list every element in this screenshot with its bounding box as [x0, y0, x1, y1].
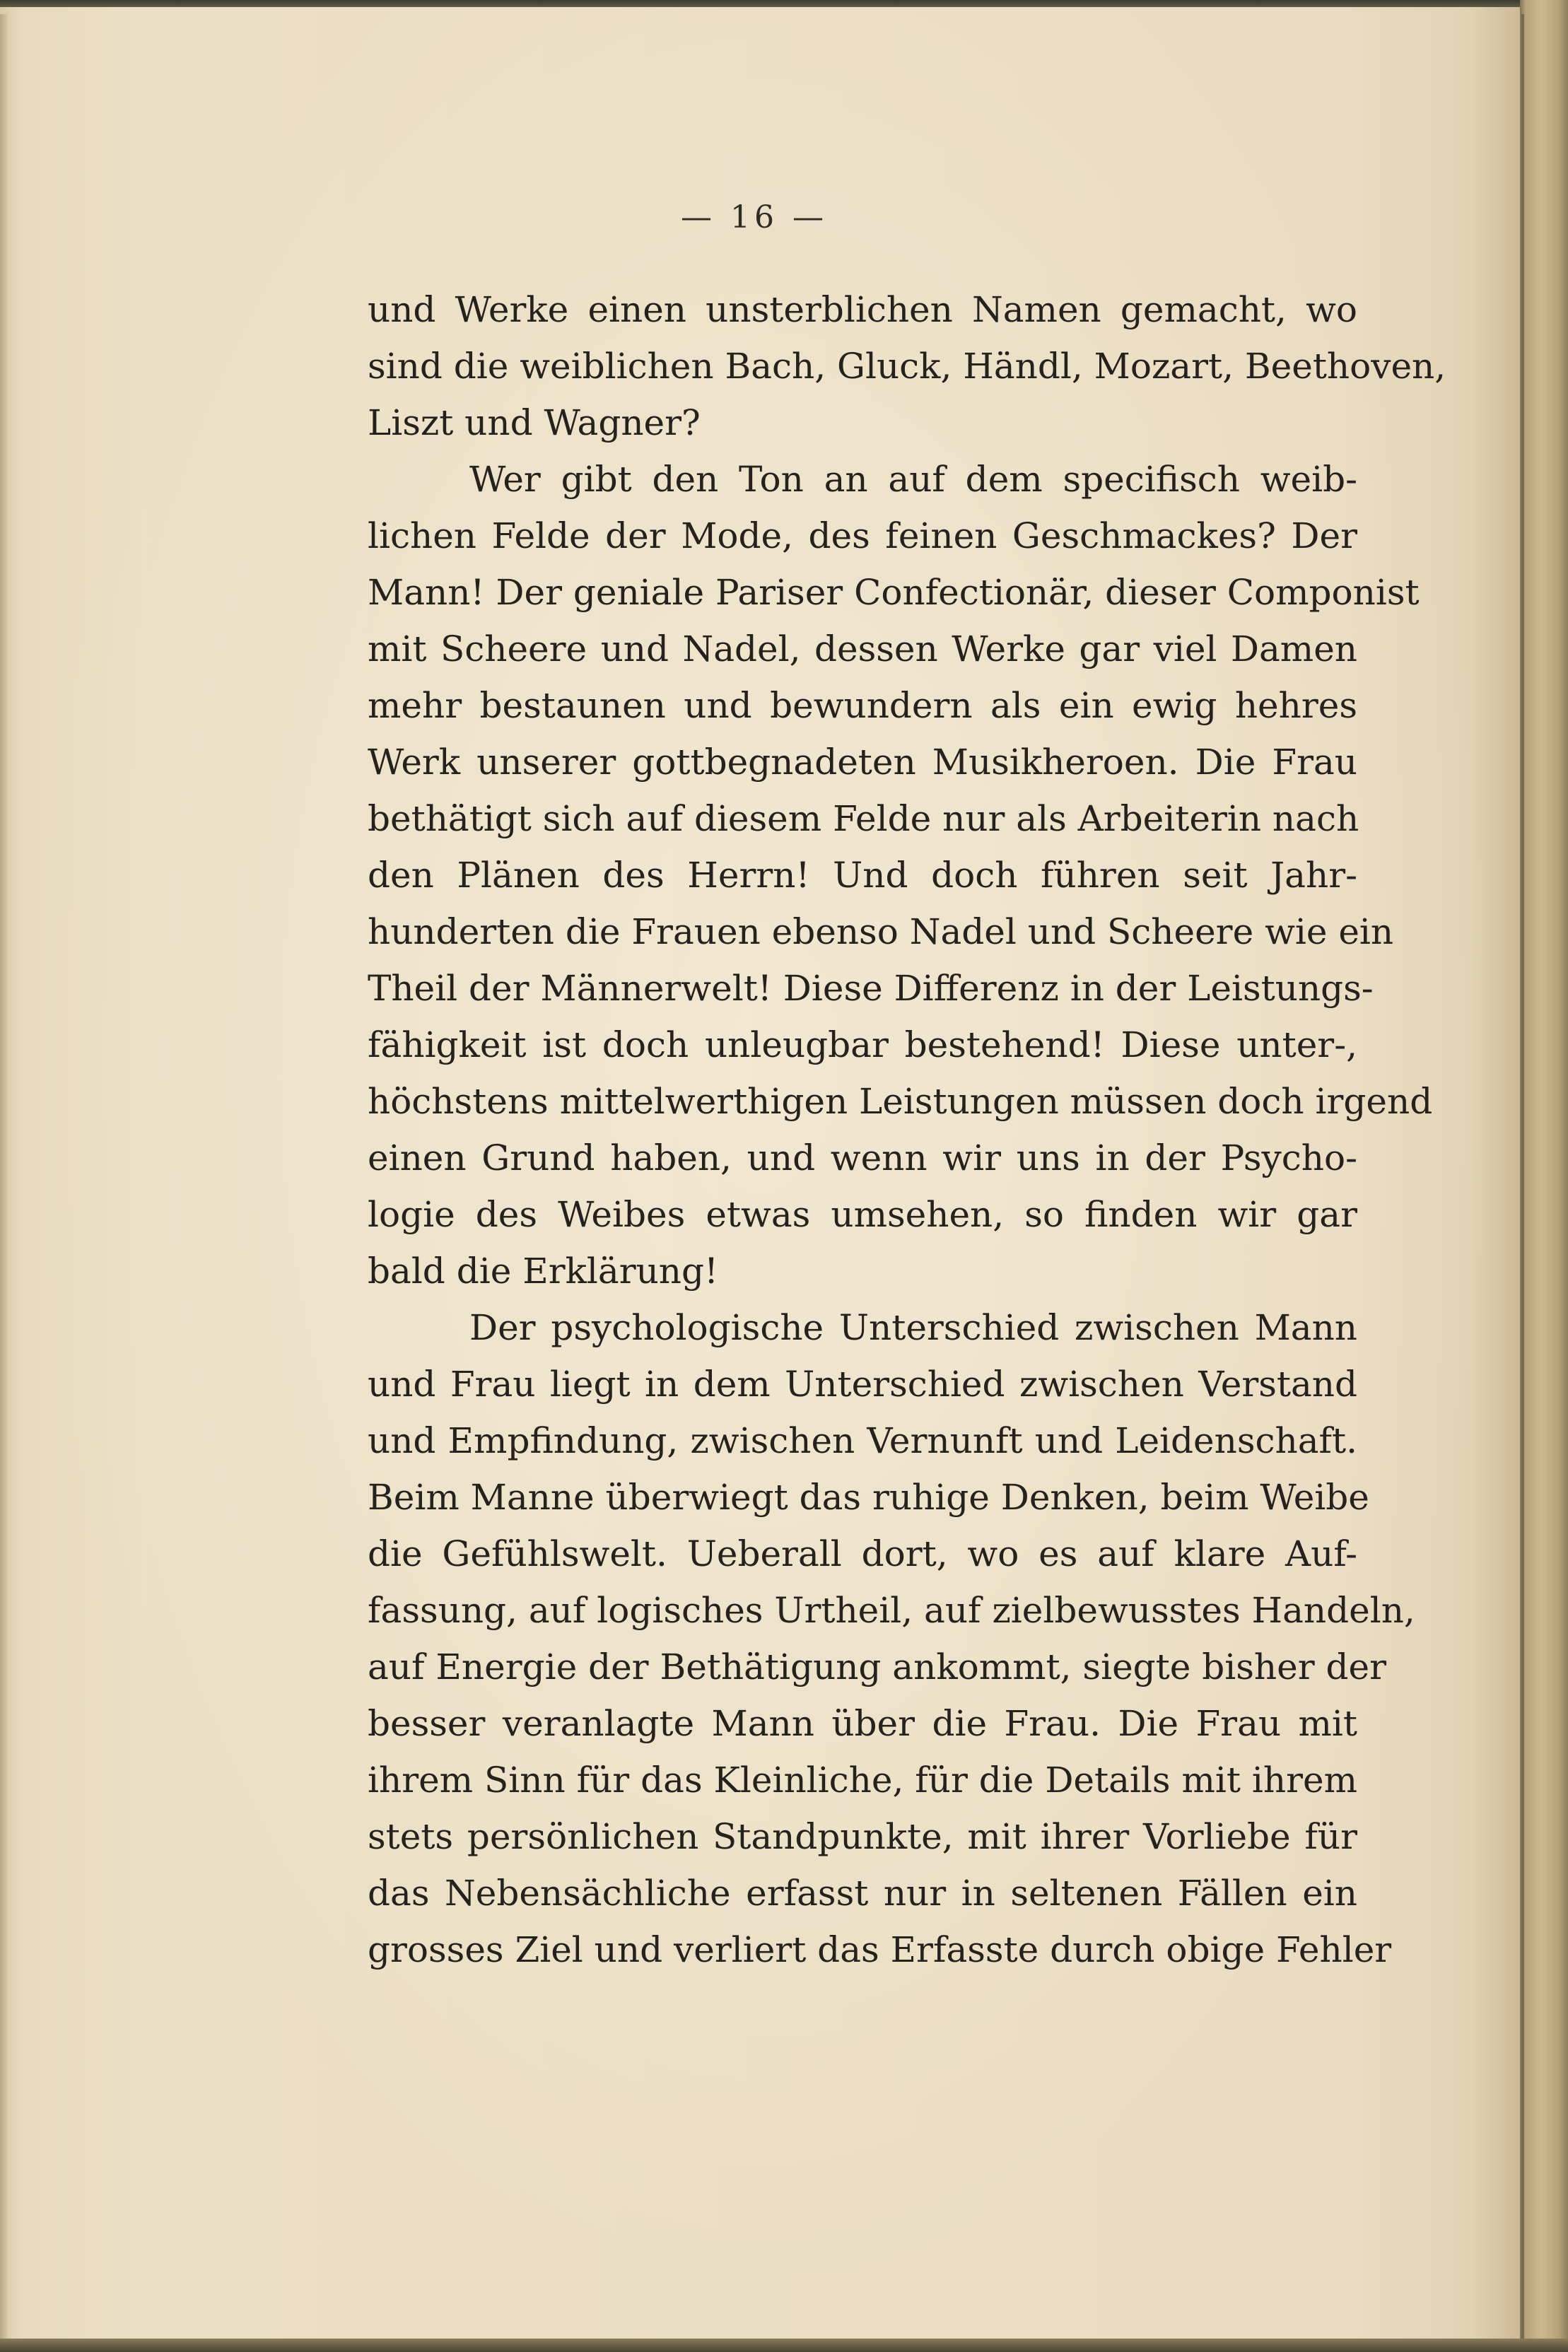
body-text	[368, 281, 1446, 1978]
text-line: Mann! Der geniale Pariser Confectionär, dieser Componist	[368, 572, 1420, 613]
text-line: logie des Weibes etwas umsehen, so finden wir gar	[368, 1194, 1357, 1235]
text-line: Theil der Männerwelt! Diese Differenz in der Leistungs-	[368, 968, 1374, 1009]
book-gutter	[1520, 0, 1568, 2352]
text-line: besser veranlagte Mann über die Frau. Die Frau mit	[368, 1703, 1357, 1744]
text-line: mehr bestaunen und bewundern als ein ewig hehres	[368, 685, 1357, 726]
page-number: — 16 —	[681, 199, 828, 235]
gutter-shadow-line	[1521, 14, 1524, 2347]
text-line: grosses Ziel und verliert das Erfasste durch obige Fehler	[368, 1929, 1392, 1970]
text-line: Beim Manne überwiegt das ruhige Denken, beim Weibe	[368, 1477, 1369, 1518]
text-line: bald die Erklärung!	[368, 1251, 719, 1292]
text-line: auf Energie der Bethätigung ankommt, siegte bisher der	[368, 1646, 1386, 1687]
text-line: und Empfindung, zwischen Vernunft und Leidenschaft.	[368, 1420, 1357, 1461]
text-line: ihrem Sinn für das Kleinliche, für die Details mit ihrem	[368, 1760, 1357, 1801]
text-line: stets persönlichen Standpunkte, mit ihrer Vorliebe für	[368, 1816, 1357, 1857]
text-line: sind die weiblichen Bach, Gluck, Händl, Mozart, Beethoven,	[368, 346, 1446, 387]
text-line: Liszt und Wagner?	[368, 402, 701, 443]
text-line: Werk unserer gottbegnadeten Musikheroen. Die Frau	[368, 742, 1357, 783]
text-line: einen Grund haben, und wenn wir uns in der Psycho-	[368, 1137, 1357, 1178]
page-left-edge	[0, 14, 8, 2351]
text-line: bethätigt sich auf diesem Felde nur als Arbeiterin nach	[368, 798, 1359, 839]
text-line: das Nebensächliche erfasst nur in seltenen Fällen ein	[368, 1873, 1357, 1914]
text-line: die Gefühlswelt. Ueberall dort, wo es auf klare Auf-	[368, 1533, 1357, 1574]
text-line: lichen Felde der Mode, des feinen Geschmackes? Der	[368, 515, 1357, 556]
paragraph-first-line: Wer gibt den Ton an auf dem specifisch weib-	[469, 459, 1357, 500]
text-line: mit Scheere und Nadel, dessen Werke gar viel Damen	[368, 628, 1357, 669]
paragraph-first-line: Der psychologische Unterschied zwischen Mann	[469, 1307, 1357, 1348]
text-line: und Werke einen unsterblichen Namen gemacht, wo	[368, 289, 1357, 330]
text-line: fassung, auf logisches Urtheil, auf zielbewusstes Handeln,	[368, 1590, 1415, 1631]
text-line: und Frau liegt in dem Unterschied zwischen Verstand	[368, 1364, 1357, 1405]
text-line: hunderten die Frauen ebenso Nadel und Scheere wie ein	[368, 911, 1394, 952]
text-line: fähigkeit ist doch unleugbar bestehend! Diese unter-,	[368, 1024, 1357, 1065]
page-bottom-edge	[0, 2339, 1568, 2352]
text-line: höchstens mittelwerthigen Leistungen müssen doch irgend	[368, 1081, 1433, 1122]
text-line: den Plänen des Herrn! Und doch führen seit Jahr-	[368, 855, 1357, 896]
